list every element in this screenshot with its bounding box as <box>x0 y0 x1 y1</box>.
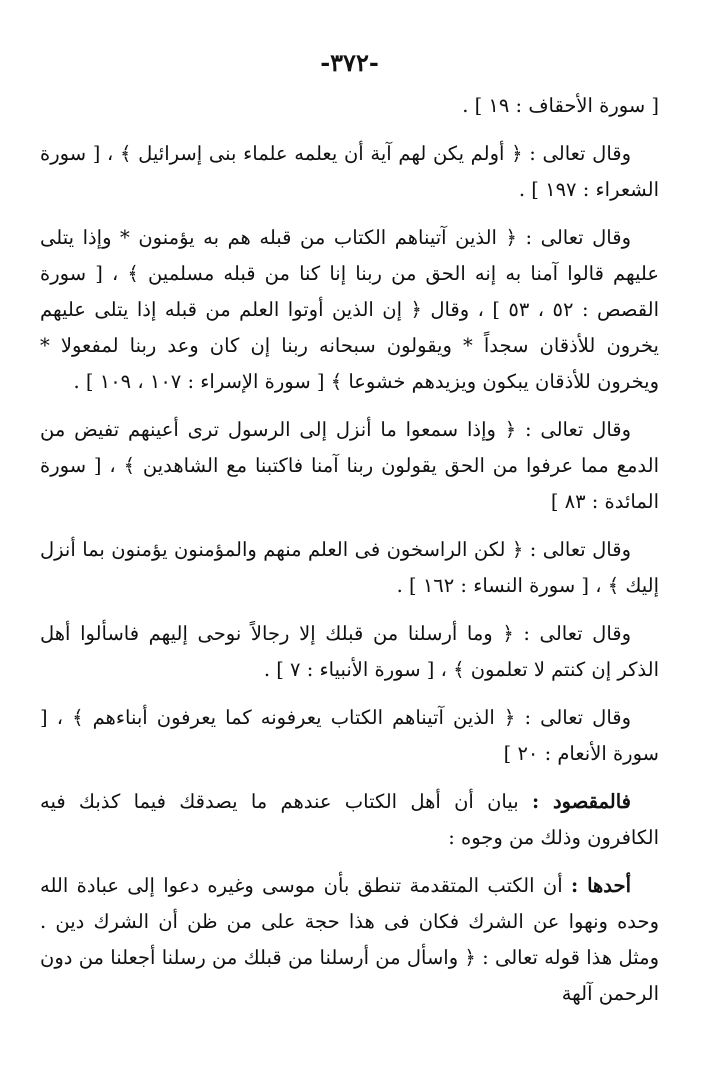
paragraph-shuara <box>40 136 659 208</box>
paragraph-maidah <box>40 412 659 520</box>
paragraph-anam <box>40 700 659 772</box>
paragraph-lead: أحدها : <box>570 874 632 897</box>
paragraph-ahaduha <box>40 868 659 1012</box>
paragraph-maqsud <box>40 784 659 856</box>
paragraph-nisa <box>40 532 659 604</box>
paragraph-lead: فالمقصود : <box>531 790 631 813</box>
paragraph-anbiya <box>40 616 659 688</box>
paragraph-text: وقال تعالى : ﴿ الذين آتيناهم الكتاب من قبله هم به يؤمنون * وإذا يتلى عليهم قالوا آمنا به إنه الحق من ربنا إنا كنا من قبله مسلمين ﴾ ، [ سورة القصص : ٥٢ ، ٥٣ ] ، وقال ﴿ إن الذين أوتوا العلم من قبله إذا يتلى عليهم يخرون للأذقان سجداً * ويقولون سبحانه ربنا إن كان وعد ربنا لمفعولا * ويخرون للأذقان يبكون ويزيدهم خشوعا ﴾ [ سورة الإسراء : ١٠٧ ، ١٠٩ ] . <box>40 226 659 393</box>
paragraph-text: وقال تعالى : ﴿ وما أرسلنا من قبلك إلا رجالاً نوحى إليهم فاسألوا أهل الذكر إن كنتم لا تعلمون ﴾ ، [ سورة الأنبياء : ٧ ] . <box>40 622 659 681</box>
paragraph-text: وقال تعالى : ﴿ أولم يكن لهم آية أن يعلمه علماء بنى إسرائيل ﴾ ، [ سورة الشعراء : ١٩٧ ] . <box>40 142 659 201</box>
paragraph-text: أن الكتب المتقدمة تنطق بأن موسى وغيره دعوا إلى عبادة الله وحده ونهوا عن الشرك فكان فى هذا حجة على من ظن أن الشرك دين . ومثل هذا قوله تعالى : ﴿ واسأل من أرسلنا من قبلك من رسلنا أجعلنا من دون الرحمن آلهة <box>40 874 659 1005</box>
paragraph-qasas-isra <box>40 220 659 400</box>
paragraph-text: وقال تعالى : ﴿ وإذا سمعوا ما أنزل إلى الرسول ترى أعينهم تفيض من الدمع مما عرفوا من الحق يقولون ربنا آمنا فاكتبنا مع الشاهدين ﴾ ، [ سورة المائدة : ٨٣ ] <box>40 418 659 513</box>
paragraph-ahqaf-ref <box>40 88 659 124</box>
paragraph-text: [ سورة الأحقاف : ١٩ ] . <box>462 94 659 117</box>
paragraph-text: وقال تعالى : ﴿ الذين آتيناهم الكتاب يعرفونه كما يعرفون أبناءهم ﴾ ، [ سورة الأنعام : ٢٠ ] <box>40 706 659 765</box>
paragraph-text: وقال تعالى : ﴿ لكن الراسخون فى العلم منهم والمؤمنون يؤمنون بما أنزل إليك ﴾ ، [ سورة النساء : ١٦٢ ] . <box>40 538 659 597</box>
page-number: -٣٧٢- <box>320 48 379 77</box>
paragraph-text: بيان أن أهل الكتاب عندهم ما يصدقك فيما كذبك فيه الكافرون وذلك من وجوه : <box>40 790 659 849</box>
